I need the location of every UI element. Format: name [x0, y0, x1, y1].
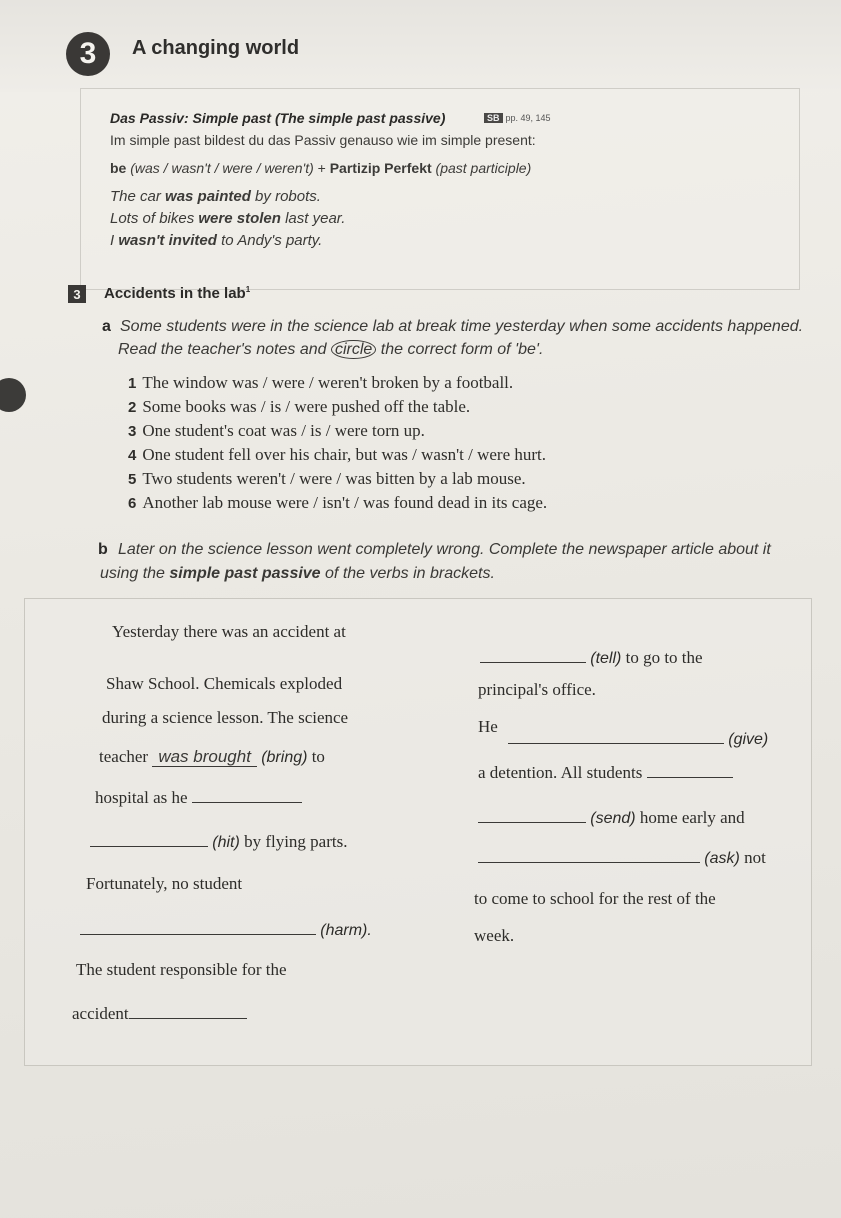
exercise-number: 3	[68, 285, 86, 303]
article-line: (tell) to go to the	[480, 648, 703, 668]
article-line: week.	[474, 926, 515, 945]
answer-blank[interactable]	[478, 861, 700, 863]
article-line: (harm).	[80, 920, 372, 940]
rule-pp: Partizip Perfekt	[329, 160, 432, 176]
answer-blank[interactable]	[129, 1017, 247, 1019]
answer-blank[interactable]	[90, 845, 208, 847]
list-item: 1 The window was / were / weren't broken by a football.	[128, 373, 514, 392]
article-line: accident	[72, 1004, 247, 1024]
grammar-example: The car was painted by robots.	[110, 188, 321, 205]
task-a-line-2: Read the teacher's notes and circle the correct form of 'be'.	[118, 341, 544, 358]
exercise-title: Accidents in the lab$^1$	[104, 285, 251, 302]
article-line: hospital as he	[95, 788, 302, 808]
grammar-example: Lots of bikes were stolen last year.	[110, 210, 346, 227]
answer-blank[interactable]	[478, 821, 586, 823]
binder-hole	[0, 378, 26, 412]
unit-number: 3	[66, 32, 110, 76]
example-answer: was brought	[152, 747, 257, 767]
article-line: (send) home early and	[478, 808, 745, 828]
article-line: (hit) by flying parts.	[90, 832, 347, 852]
article-line: during a science lesson. The science	[102, 708, 349, 727]
task-a-letter: a	[102, 318, 111, 335]
rule-be: be	[110, 160, 127, 176]
article-line: Fortunately, no student	[86, 874, 243, 893]
article-line: to come to school for the rest of the	[474, 889, 716, 908]
article-line: (ask) not	[478, 848, 766, 868]
grammar-title: Das Passiv: Simple past (The simple past passive)	[110, 110, 446, 126]
list-item: 4 One student fell over his chair, but was / wasn't / were hurt.	[128, 445, 547, 464]
answer-blank[interactable]	[192, 801, 302, 803]
grammar-rule	[110, 160, 531, 176]
task-b-line-1: Later on the science lesson went completely wrong. Complete the newspaper article about it	[118, 541, 771, 558]
task-b-line-2: using the simple past passive of the verbs in brackets.	[100, 565, 495, 582]
article-line: Shaw School. Chemicals exploded	[106, 674, 343, 693]
unit-title: A changing world	[132, 37, 300, 59]
grammar-intro: Im simple past bildest du das Passiv genauso wie im simple present:	[110, 132, 536, 148]
answer-blank[interactable]	[508, 742, 724, 744]
answer-blank[interactable]	[480, 661, 586, 663]
reference-pages: pp. 49, 145	[505, 113, 551, 123]
grammar-reference	[484, 113, 551, 123]
list-item: 2 Some books was / is / were pushed off the table.	[128, 397, 471, 416]
article-line: (give)	[508, 729, 768, 749]
list-item: 3 One student's coat was / is / were torn up.	[128, 421, 425, 440]
answer-blank[interactable]	[647, 776, 733, 778]
task-b-letter: b	[98, 541, 108, 558]
article-line: He	[478, 717, 498, 736]
article-line: Yesterday there was an accident at	[112, 622, 346, 641]
unit-header	[0, 0, 841, 92]
article-line: teacher was brought (bring) to	[99, 747, 325, 766]
grammar-example: I wasn't invited to Andy's party.	[110, 232, 323, 249]
list-item: 6 Another lab mouse were / isn't / was found dead in its cage.	[128, 493, 548, 512]
list-item: 5 Two students weren't / were / was bitten by a lab mouse.	[128, 469, 526, 488]
article-line: principal's office.	[478, 680, 596, 699]
rule-forms: (was / wasn't / were / weren't)	[130, 160, 314, 176]
article-line: a detention. All students	[478, 763, 733, 783]
task-a-line-1: Some students were in the science lab at break time yesterday when some accidents happened.	[120, 318, 804, 335]
article-line: The student responsible for the	[76, 960, 287, 979]
rule-pp-en: (past participle)	[435, 160, 532, 176]
circle-word: circle	[331, 340, 376, 359]
sb-badge: SB	[484, 113, 503, 123]
rule-plus: +	[317, 160, 326, 176]
answer-blank[interactable]	[80, 933, 316, 935]
